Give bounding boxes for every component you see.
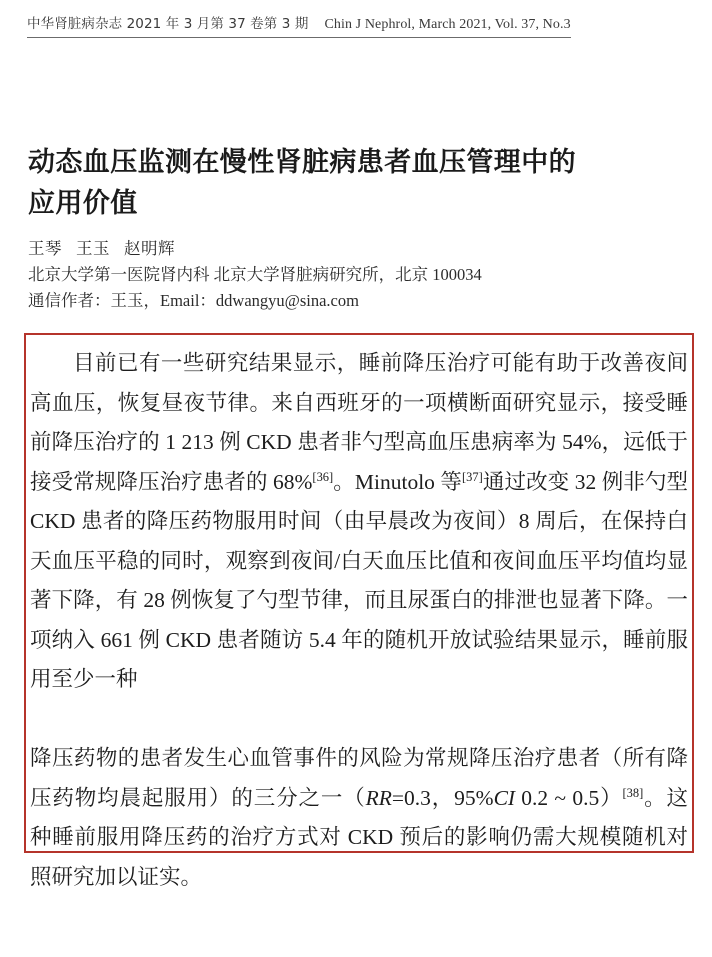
paragraph-gap-spacer [30,700,688,740]
statistic-label-rr: RR [365,785,392,810]
reference-marker-38: [38] [622,785,644,800]
paragraph-2-segment-2: =0.3，95% [391,785,494,810]
article-title-line-2: 应用价值 [28,188,138,220]
running-head-chinese: 中华肾脏病杂志 2021 年 3 月第 37 卷第 3 期 [27,16,309,32]
author-name-3: 赵明辉 [124,239,175,258]
running-head-english: Chin J Nephrol, March 2021, Vol. 37, No.3 [324,17,571,32]
author-name-1: 王琴 [28,239,62,258]
body-paragraph-2 [30,739,688,897]
paragraph-2-segment-1: 降压药物的患者发生心血管事件的风险为常规降压治疗患者（所有降压药物均晨起服用）的三分之一（ [30,746,688,810]
corresponding-author-email: ddwangyu@sina.com [215,291,359,310]
article-title [28,142,668,224]
corresponding-author-line [28,288,678,314]
paragraph-1-segment-1: 目前已有一些研究结果显示，睡前降压治疗可能有助于改善夜间高血压，恢复昼夜节律。来自西班牙的一项横断面研究显示，接受睡前降压治疗的 1 213 例 CKD 患者非勺型高血压患病率为 54%，远低于接受常规降压治疗患者的 68% [30,351,688,494]
paragraph-2-segment-3: 0.2 ~ 0.5） [515,785,623,810]
author-list [28,236,678,262]
paragraph-1-segment-3: 通过改变 32 例非勺型 CKD 患者的降压药物服用时间（由早晨改为夜间）8 周后，在保持白天血压平稳的同时，观察到夜间/白天血压比值和夜间血压平均值均显著下降，有 28 例恢复了勺型节律，而且尿蛋白的排泄也显著下降。一项纳入 661 例 CKD 患者随访 5.4 年的随机开放试验结果显示，睡前服用至少一种 [30,469,688,691]
author-name-2: 王玉 [76,239,110,258]
paragraph-2-segment-4: 。这种睡前服用降压药的治疗方式对 CKD 预后的影响仍需大规模随机对照研究加以证实。 [30,785,688,889]
byline-block [28,236,678,314]
author-affiliation: 北京大学第一医院肾内科 北京大学肾脏病研究所，北京 100034 [28,265,482,284]
paragraph-1-segment-2: 。Minutolo 等 [333,469,462,494]
reference-marker-37: [37] [462,469,483,484]
article-body-text [30,344,688,897]
journal-running-head [27,14,627,38]
running-head-underlined-text [27,14,571,38]
corresponding-author-label: 通信作者：王玉，Email： [28,291,216,310]
body-paragraph-1 [30,344,688,700]
article-title-line-1: 动态血压监测在慢性肾脏病患者血压管理中的 [28,147,576,179]
reference-marker-36: [36] [312,469,334,484]
statistic-label-ci: CI [493,785,516,810]
